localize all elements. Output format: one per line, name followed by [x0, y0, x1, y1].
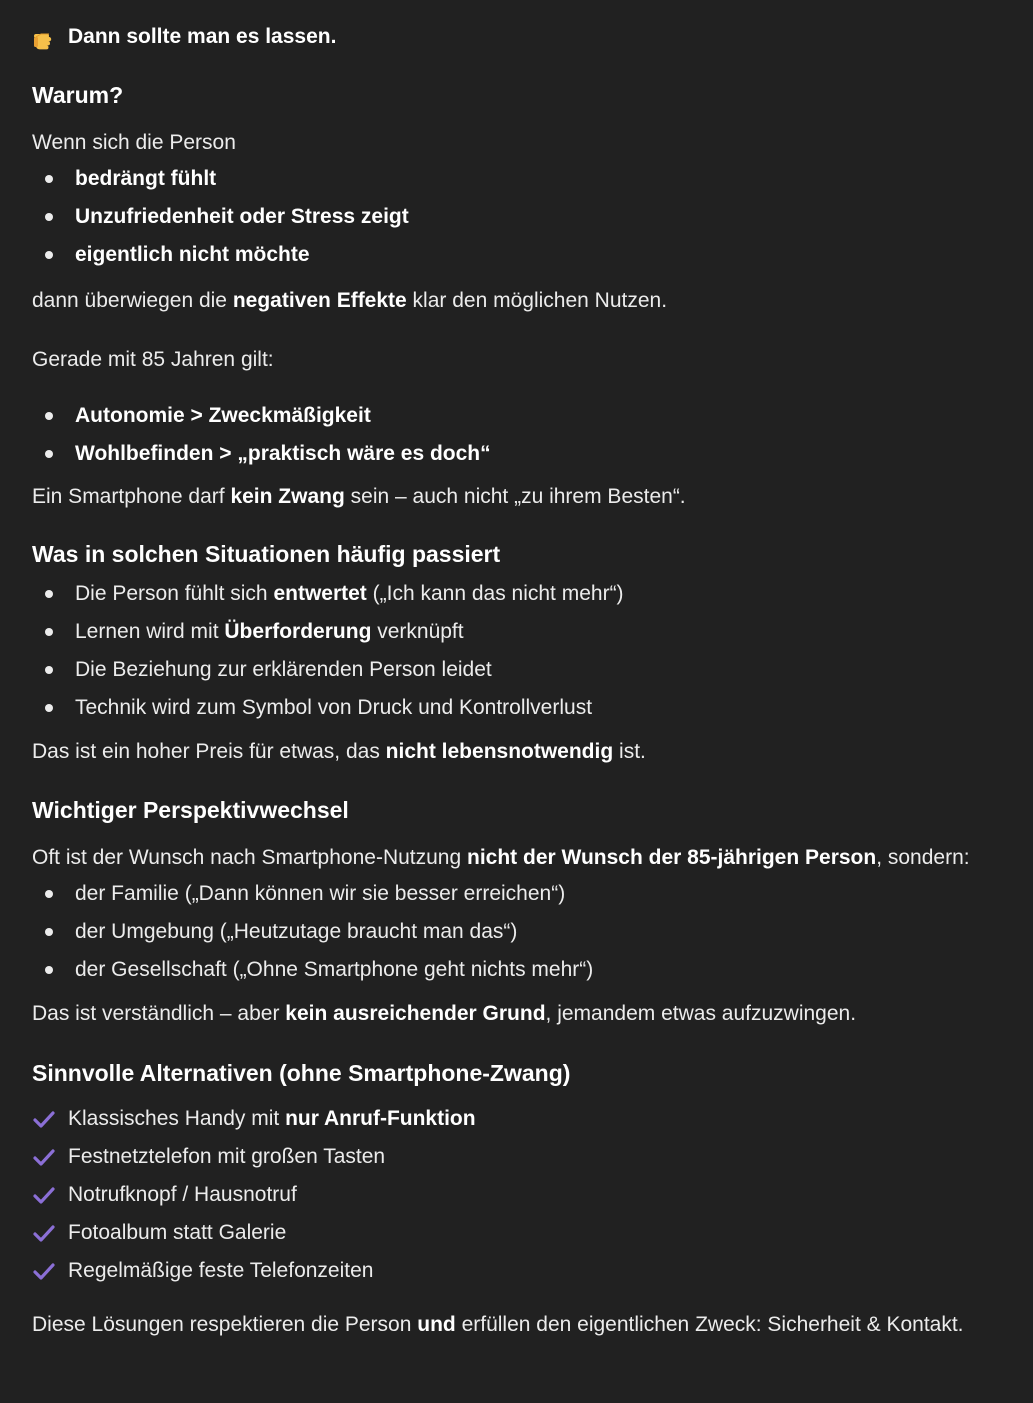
list-item: Wohlbefinden > „praktisch wäre es doch“ [32, 435, 1001, 473]
perspektive-list [32, 875, 1001, 989]
lead-text: Dann sollte man es lassen. [68, 25, 337, 49]
pointing-hand-icon [32, 24, 58, 50]
list-item: Lernen wird mit Überforderung verknüpft [32, 613, 1001, 651]
list-item: Festnetztelefon mit großen Tasten [32, 1138, 1001, 1176]
list-item: Die Beziehung zur erklärenden Person leidet [32, 651, 1001, 689]
heading-alternativen: Sinnvolle Alternativen (ohne Smartphone-Zwang) [32, 1059, 571, 1086]
list-item: Notrufknopf / Hausnotruf [32, 1176, 1001, 1214]
alternativen-list [32, 1100, 1001, 1290]
list-item: Regelmäßige feste Telefonzeiten [32, 1252, 1001, 1290]
list-item: Technik wird zum Symbol von Druck und Kontrollverlust [32, 689, 1001, 727]
warum-intro: Wenn sich die Person [32, 130, 236, 154]
list-item: eigentlich nicht möchte [32, 236, 1001, 274]
smartphone-line: Ein Smartphone darf kein Zwang sein – auch nicht „zu ihrem Besten“. [32, 484, 686, 508]
list-item: Unzufriedenheit oder Stress zeigt [32, 198, 1001, 236]
warum-conclusion: dann überwiegen die negativen Effekte klar den möglichen Nutzen. [32, 289, 668, 313]
list-item: Die Person fühlt sich entwertet („Ich kann das nicht mehr“) [32, 575, 1001, 613]
list-item: Klassisches Handy mit nur Anruf-Funktion [32, 1100, 1001, 1138]
list-item: der Familie („Dann können wir sie besser erreichen“) [32, 875, 1001, 913]
heading-perspektive: Wichtiger Perspektivwechsel [32, 797, 349, 824]
age-line: Gerade mit 85 Jahren gilt: [32, 348, 274, 372]
check-icon [32, 1107, 56, 1131]
list-item: der Umgebung („Heutzutage braucht man das“) [32, 913, 1001, 951]
perspektive-intro: Oft ist der Wunsch nach Smartphone-Nutzung nicht der Wunsch der 85-jährigen Person, sondern: [32, 846, 970, 870]
list-item: Fotoalbum statt Galerie [32, 1214, 1001, 1252]
check-icon [32, 1183, 56, 1207]
warum-bullet-list [32, 160, 1001, 274]
check-icon [32, 1259, 56, 1283]
heading-situationen: Was in solchen Situationen häufig passiert [32, 541, 501, 568]
lead-line [32, 22, 1001, 52]
heading-warum: Warum? [32, 82, 124, 108]
situationen-list [32, 575, 1001, 727]
principles-list [32, 397, 1001, 473]
price-line: Das ist ein hoher Preis für etwas, das nicht lebensnotwendig ist. [32, 739, 646, 763]
perspektive-conclusion: Das ist verständlich – aber kein ausreichender Grund, jemandem etwas aufzuzwingen. [32, 1002, 857, 1026]
check-icon [32, 1145, 56, 1169]
list-item: bedrängt fühlt [32, 160, 1001, 198]
list-item: der Gesellschaft („Ohne Smartphone geht nichts mehr“) [32, 951, 1001, 989]
list-item: Autonomie > Zweckmäßigkeit [32, 397, 1001, 435]
closing-line: Diese Lösungen respektieren die Person und erfüllen den eigentlichen Zweck: Sicherheit & Kontakt. [32, 1312, 964, 1336]
check-icon [32, 1221, 56, 1245]
